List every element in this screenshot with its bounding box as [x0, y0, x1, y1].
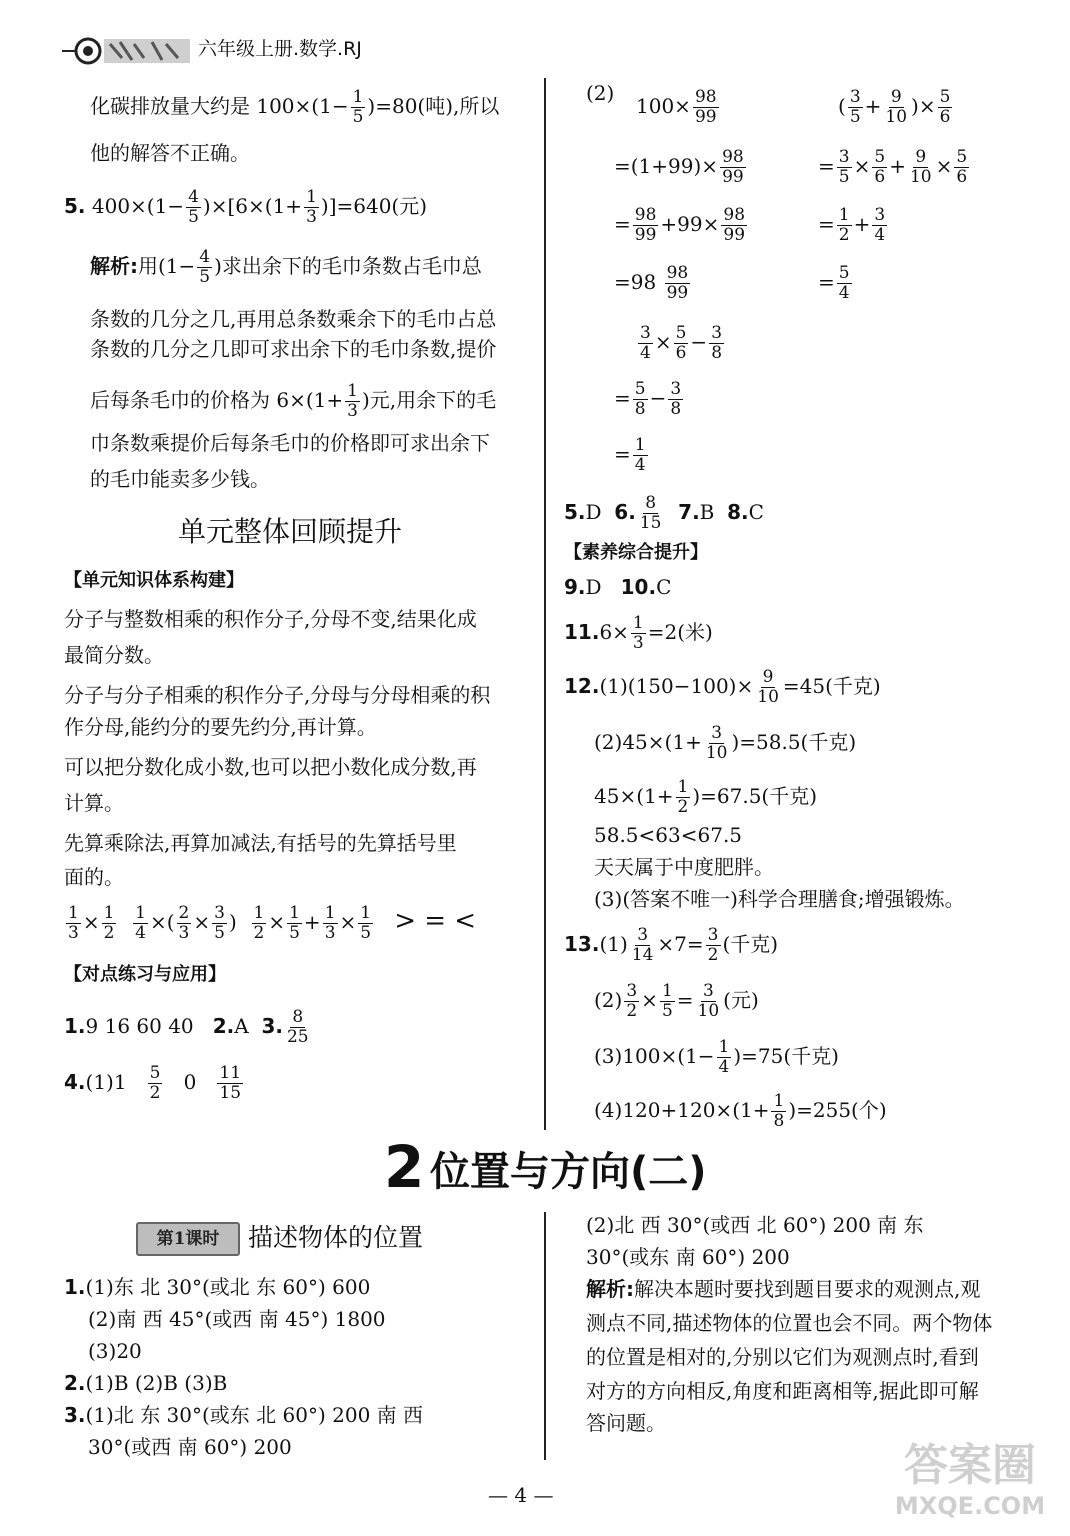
- answer-q13: 13.(1) $\frac{3}{14}$ ×7= $\frac{3}{2}$ (千克): [564, 925, 779, 965]
- answer-row: 3.(1)北 东 30°(或东 北 60°) 200 南 西: [64, 1403, 424, 1427]
- answer-q12-2b: 45×(1+ $\frac{1}{2}$ )=67.5(千克): [594, 777, 818, 817]
- answer-q13-3: (3)100×(1− $\frac{1}{4}$ )=75(千克): [594, 1037, 839, 1077]
- analysis-line: 答问题。: [586, 1411, 666, 1435]
- answer-row: (2)北 西 30°(或西 北 60°) 200 南 东: [586, 1213, 924, 1237]
- calc-line: $\frac{3}{4}$ × $\frac{5}{6}$ − $\frac{3}{8}$: [640, 323, 723, 363]
- calc-line: = $\frac{5}{4}$: [818, 263, 850, 303]
- analysis-line: 巾条数乘提价后每条毛巾的价格即可求出余下: [90, 431, 490, 455]
- analysis-line: 条数的几分之几,再用总条数乘余下的毛巾占总: [90, 307, 497, 331]
- answer-row: (2)南 西 45°(或西 南 45°) 1800: [88, 1307, 386, 1331]
- calc-line: =(1+99)× $\frac{98}{99}$: [614, 147, 744, 187]
- section-heading: 【单元知识体系构建】: [64, 570, 244, 591]
- calc-line: 100× $\frac{98}{99}$: [636, 87, 717, 127]
- brand-logo: [62, 36, 192, 66]
- calc-line: = $\frac{1}{2}$ + $\frac{3}{4}$: [818, 205, 886, 245]
- analysis-line: 后每条毛巾的价格为 6×(1+ $\frac{1}{3}$ )元,用余下的毛: [90, 381, 497, 421]
- answer-line: 天天属于中度肥胖。: [594, 855, 774, 879]
- answer-row-4: 4.(1)1 $\frac{5}{2}$ 0 $\frac{11}{15}$: [64, 1063, 242, 1103]
- answer-q11: 11.6× $\frac{1}{3}$ =2(米): [564, 613, 713, 653]
- answer-line: (3)(答案不唯一)科学合理膳食;增强锻炼。: [594, 887, 965, 911]
- watermark-line2: MXQE.COM: [894, 1492, 1046, 1520]
- watermark-line1: 答案圈: [904, 1440, 1036, 1491]
- calc-line: = $\frac{5}{8}$ − $\frac{3}{8}$: [614, 379, 682, 419]
- analysis-line: 对方的方向相反,角度和距离相等,据此即可解: [586, 1379, 979, 1403]
- knowledge-line: 分子与整数相乘的积作分子,分母不变,结果化成: [64, 607, 477, 631]
- knowledge-line: 面的。: [64, 865, 124, 889]
- answer-line: 58.5<63<67.5: [594, 823, 743, 847]
- answer-q12-2: (2)45×(1+ $\frac{3}{10}$ )=58.5(千克): [594, 723, 857, 763]
- answer-q13-4: (4)120+120×(1+ $\frac{1}{8}$ )=255(个): [594, 1091, 887, 1131]
- knowledge-line: 计算。: [64, 791, 124, 815]
- header-book-title: 六年级上册.数学.RJ: [198, 38, 362, 60]
- knowledge-line: 先算乘除法,再算加减法,有括号的先算括号里: [64, 831, 457, 855]
- watermark: [880, 1440, 1060, 1530]
- analysis-line: 测点不同,描述物体的位置也会不同。两个物体: [586, 1311, 993, 1335]
- answer-q13-2: (2) $\frac{3}{2}$ × $\frac{1}{5}$ = $\frac{3}{10}$ (元): [594, 981, 759, 1021]
- answer-row-9-10: 9.D 10.C: [564, 575, 672, 599]
- column-divider-lower: [544, 1212, 546, 1460]
- unit-review-title: 单元整体回顾提升: [178, 515, 403, 548]
- calc-line: ( $\frac{3}{5}$ + $\frac{9}{10}$ )× $\frac{5}{6}$: [838, 87, 951, 127]
- analysis-line: 的位置是相对的,分别以它们为观测点时,看到: [586, 1345, 979, 1369]
- calc-line: =98 $\frac{98}{99}$: [614, 263, 689, 303]
- answer-row: 30°(或东 南 60°) 200: [586, 1245, 790, 1269]
- calc-line: = $\frac{1}{4}$: [614, 435, 646, 475]
- answer-row: (3)20: [88, 1339, 142, 1363]
- answer-row: 1.(1)东 北 30°(或北 东 60°) 600: [64, 1275, 371, 1299]
- calc-line: = $\frac{3}{5}$ × $\frac{5}{6}$ + $\frac{9}{10}$ × $\frac{5}{6}$: [818, 147, 968, 187]
- answer-row: 30°(或西 南 60°) 200: [88, 1435, 292, 1459]
- calc-line: = $\frac{98}{99}$ +99× $\frac{98}{99}$: [614, 205, 746, 245]
- answer-row: 2.(1)B (2)B (3)B: [64, 1371, 228, 1395]
- analysis-line: 条数的几分之几即可求出余下的毛巾条数,提价: [90, 337, 497, 361]
- lesson-title: 描述物体的位置: [248, 1223, 424, 1252]
- sub-label: (2): [586, 81, 615, 105]
- knowledge-line: 可以把分数化成小数,也可以把小数化成分数,再: [64, 755, 477, 779]
- chapter-number: 2: [384, 1133, 425, 1201]
- answer-q5: 5. 400×(1− $\frac{4}{5}$ )×[6×(1+ $\frac{1}{3}$ )]=640(元): [64, 187, 428, 227]
- analysis-line: 的毛巾能卖多少钱。: [90, 467, 270, 491]
- answer-line: 化碳排放量大约是 100×(1− $\frac{1}{5}$ )=80(吨),所以: [90, 87, 500, 127]
- lesson-badge: [136, 1222, 240, 1256]
- knowledge-line: 分子与分子相乘的积作分子,分母与分母相乘的积: [64, 683, 491, 707]
- section-heading: 【素养综合提升】: [564, 542, 708, 563]
- lesson-badge-label: 第1课时: [156, 1229, 220, 1249]
- answer-row-5-8: 5.D 6. $\frac{8}{15}$ 7.B 8.C: [564, 493, 764, 533]
- section-heading: 【对点练习与应用】: [64, 964, 226, 985]
- analysis-line: 解析:解决本题时要找到题目要求的观测点,观: [586, 1277, 981, 1301]
- answer-line: 他的解答不正确。: [90, 141, 250, 165]
- page-number: — 4 —: [488, 1483, 554, 1507]
- chapter-title: 位置与方向(二): [430, 1149, 707, 1195]
- analysis-line: 解析:用(1− $\frac{4}{5}$ )求出余下的毛巾条数占毛巾总: [90, 247, 482, 287]
- answer-row-1-3: 1.9 16 60 40 2.A 3. $\frac{8}{25}$: [64, 1007, 309, 1047]
- comparison-line: $\frac{1}{3}$ × $\frac{1}{2}$ $\frac{1}{4}$ ×( $\frac{2}{3}$ × $\frac{3}{5}$ ) $\frac{1}{2}$ × $\frac{1}{5}$ + $\frac{1}{3}$ × $\frac{1}{5}$ > = <: [68, 903, 477, 943]
- knowledge-line: 作分母,能约分的要先约分,再计算。: [64, 715, 377, 739]
- column-divider: [544, 78, 546, 1130]
- answer-q12: 12.(1)(150−100)× $\frac{9}{10}$ =45(千克): [564, 667, 881, 707]
- knowledge-line: 最简分数。: [64, 643, 164, 667]
